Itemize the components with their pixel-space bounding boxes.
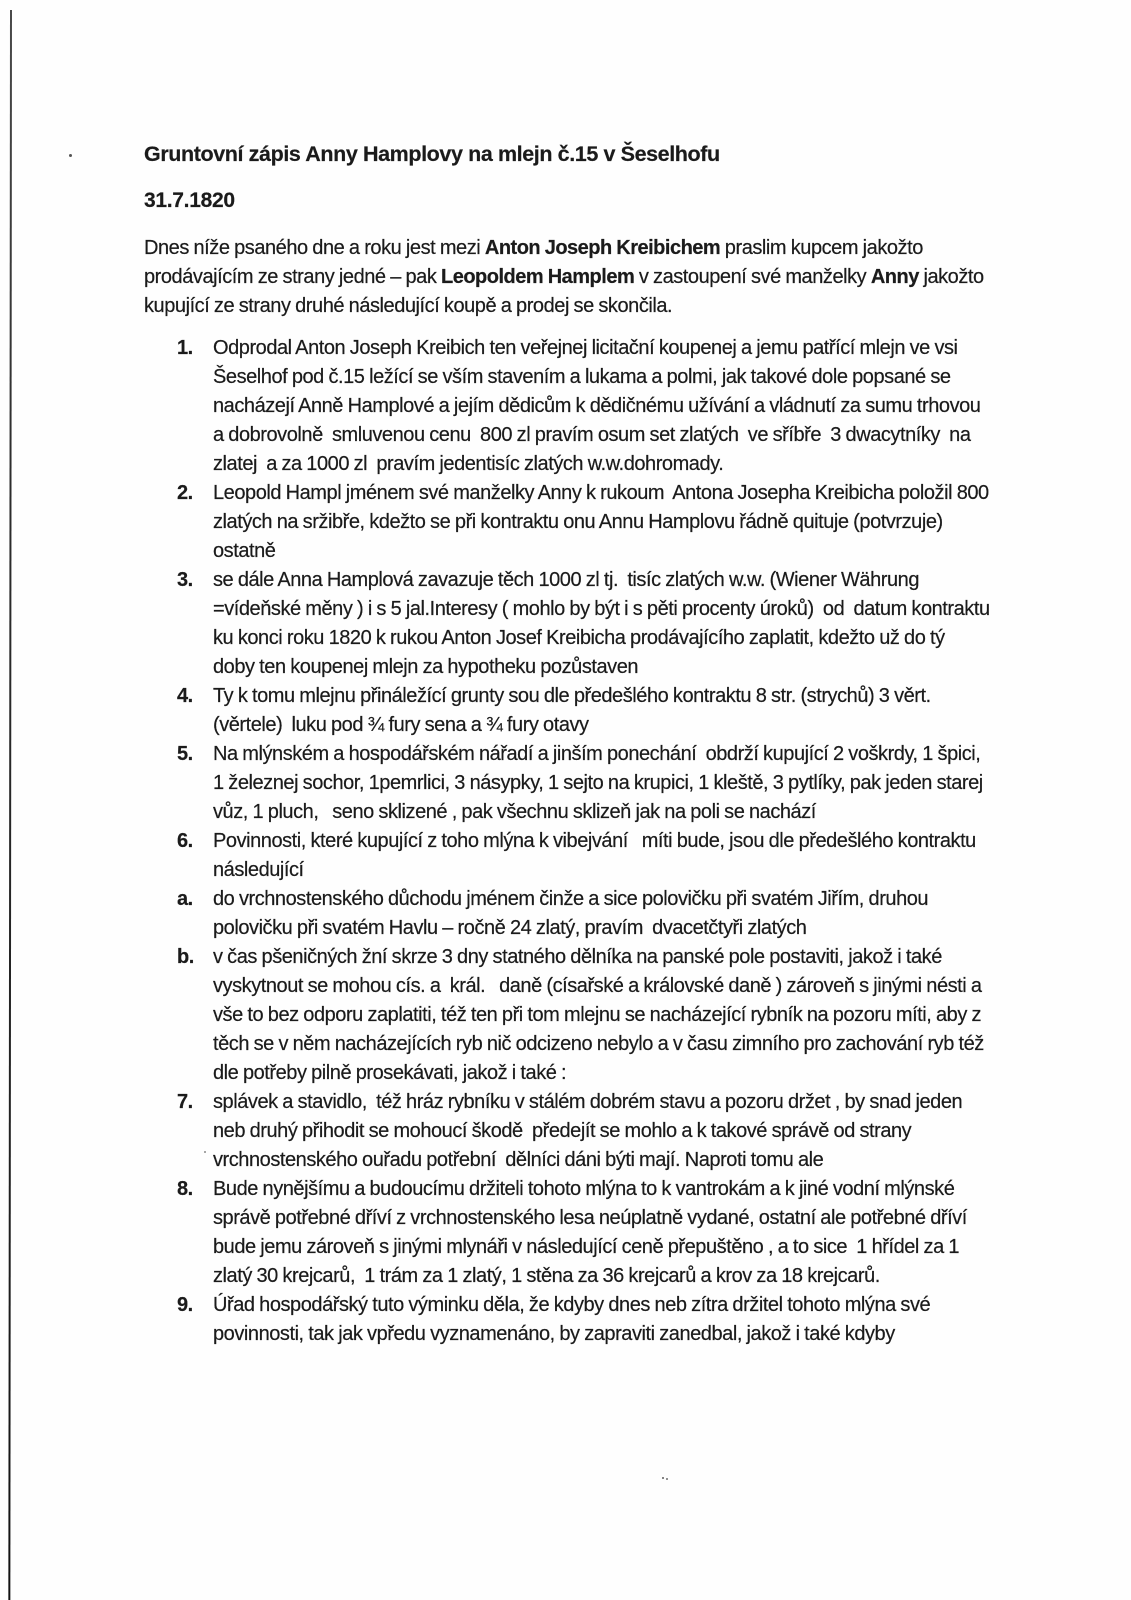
list-item-text: v čas pšeničných žní skrze 3 dny statného dělníka na panské pole postaviti, jakož i také vyskytnout se mohou cís. a král. daně (císařské a královské daně ) zároveň s jinými nésti a vše to bez odporu zaplatiti, též ten při tom mlejnu se nacházející rybník na pozoru míti, aby z těch se v něm nacházejících ryb nič odcizeno nebylo a v času zimního pro zachování ryb též dle potřeby pilně prosekávati, jakož i také : — [213, 946, 989, 1084]
document-content — [144, 140, 995, 1349]
list-item — [144, 885, 990, 943]
intro-text: praslim kupcem jakožto prodávajícím ze strany jedné – pak — [144, 237, 928, 288]
list-item-marker: b. — [177, 946, 194, 968]
document-title: Gruntovní zápis Anny Hamplovy na mlejn č.15 v Šeselhofu — [144, 142, 720, 166]
list-item-marker: 3. — [177, 569, 193, 591]
scan-artifact-dot — [69, 154, 72, 157]
intro-text: jakožto kupující ze strany druhé následující koupě a prodej se skončila. — [144, 266, 989, 317]
intro-text: Dnes níže psaného dne a roku jest mezi — [144, 237, 485, 259]
contract-items-list — [144, 334, 995, 1349]
intro-bold-name: Anton Joseph Kreibichem — [484, 237, 721, 259]
list-item-marker: 8. — [177, 1178, 193, 1200]
list-item-text: Odprodal Anton Joseph Kreibich ten veřejnej licitační koupenej a jemu patřící mlejn ve vsi Šeselhof pod č.15 ležící se vším stavením a lukama a polmi, jak takové dole popsané se nacházejí Anně Hamplové a jejím dědicům k dědičnému užívání a vládnutí za sumu trhovou a dobrovolně smluvenou cenu 800 zl pravím osum set zlatých ve sříbře 3 dwacytníky na zlatej a za 1000 zl pravím jedentisíc zlatých w.w.dohromady. — [213, 337, 986, 475]
list-item-marker: 4. — [177, 685, 193, 707]
list-item-text: Leopold Hampl jménem své manželky Anny k rukoum Antona Josepha Kreibicha položil 800 zlatých na sržibře, kdežto se při kontraktu onu Annu Hamplovu řádně quituje (potvrzuje) ostatně — [213, 482, 994, 562]
list-item-text: Ty k tomu mlejnu přináležící grunty sou dle předešlého kontraktu 8 str. (strychů) 3 věrt. (věrtele) luku pod ¾ fury sena a ¾ fury otavy — [213, 685, 936, 736]
list-item-text: Úřad hospodářský tuto výminku děla, že kdyby dnes neb zítra držitel tohoto mlýna své povinnosti, tak jak vpředu vyznamenáno, by zapraviti zanedbal, jakož i také kdyby — [213, 1294, 935, 1345]
list-item-text: splávek a stavidlo, též hráz rybníku v stálém dobrém stavu a pozoru držet , by snad jeden neb druhý přihodit se mohoucí škodě předejít se mohlo a k takové správě od strany vrchnostenského ouřadu potřební dělníci dáni býti mají. Naproti tomu ale — [213, 1091, 967, 1171]
list-item — [144, 682, 990, 740]
list-item-text: Na mlýnském a hospodářském nářadí a jinším ponechání obdrží kupující 2 voškrdy, 1 špici, 1 železnej sochor, 1pemrlici, 3 násypky, 1 sejto na krupici, 1 kleště, 3 pytlíky, pak jeden starej vůz, 1 pluch, seno sklizené , pak všechnu sklizeň jak na poli se nachází — [213, 743, 988, 823]
list-item — [144, 827, 990, 885]
list-item-marker: 1. — [177, 337, 193, 359]
document-date: 31.7.1820 — [144, 189, 235, 212]
scan-artifact-mark — [662, 1477, 664, 1479]
list-item-marker: 5. — [177, 743, 193, 765]
list-item — [144, 740, 990, 827]
list-item-text: do vrchnostenského důchodu jménem činže a sice polovičku při svatém Jiřím, druhou polovičku při svatém Havlu – ročně 24 zlatý, pravím dvacetčtyři zlatých — [213, 888, 933, 939]
list-item-marker: 2. — [177, 482, 193, 504]
list-item-marker: 9. — [177, 1294, 193, 1316]
intro-paragraph — [144, 234, 992, 321]
intro-bold-name: Leopoldem Hamplem — [440, 266, 635, 288]
list-item — [144, 1175, 990, 1291]
list-item — [144, 479, 994, 566]
list-item-marker: 7. — [177, 1091, 193, 1113]
list-item — [144, 334, 990, 479]
intro-text: v zastoupení své manželky — [634, 266, 871, 288]
list-item — [144, 1291, 990, 1349]
list-item-text: Povinnosti, které kupující z toho mlýna k vibejvání míti bude, jsou dle předešlého kontraktu následující — [213, 830, 981, 881]
list-item-marker: 6. — [177, 830, 193, 852]
intro-bold-name: Anny — [870, 266, 919, 288]
list-item-text: Bude nynějšímu a budoucímu držiteli tohoto mlýna to k vantrokám a k jiné vodní mlýnské správě potřebné dříví z vrchnostenského lesa neúplatně vydané, ostatní ale potřebné dříví bude jemu zároveň s jinými mlynáři v následující ceně přepuštěno , a to sice 1 hřídel za 1 zlatý 30 krejcarů, 1 trám za 1 zlatý, 1 stěna za 36 krejcarů a krov za 18 krejcarů. — [213, 1178, 972, 1287]
list-item — [144, 1088, 990, 1175]
list-item — [144, 943, 990, 1088]
list-item-marker: a. — [177, 888, 193, 910]
scan-artifact-line — [8, 10, 12, 1600]
list-item-text: se dále Anna Hamplová zavazuje těch 1000 zl tj. tisíc zlatých w.w. (Wiener Währung =vídeňské měny ) i s 5 jal.Interesy ( mohlo by být i s pěti procenty úroků) od datum kontraktu ku konci roku 1820 k rukou Anton Josef Kreibicha prodávajícího zaplatit, kdežto už do tý doby ten koupenej mlejn za hypotheku pozůstaven — [213, 569, 995, 678]
list-item — [144, 566, 995, 682]
